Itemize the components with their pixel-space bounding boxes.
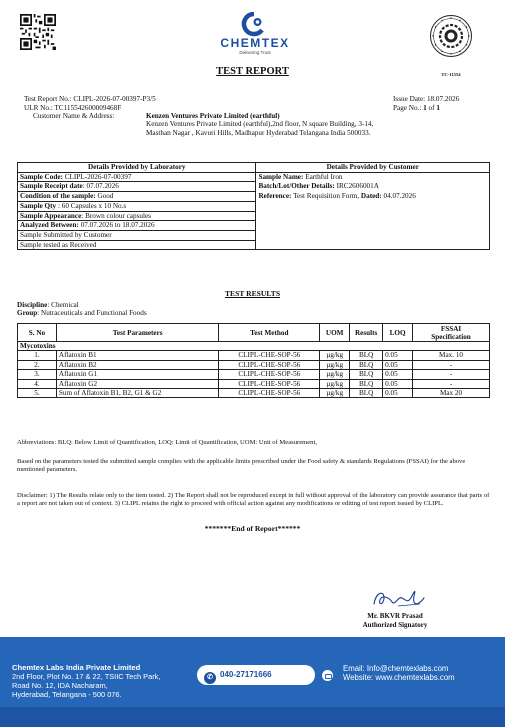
- report-number-line: Test Report No.: CLIPL-2026-07-00397-P3/5: [24, 95, 156, 103]
- logo-brand-name: CHEMTEX: [220, 36, 290, 50]
- col-parameters: Test Parameters: [56, 324, 219, 342]
- lab-row: Sample Qty : 60 Capsules x 10 No.s: [18, 201, 256, 211]
- col-loq: LOQ: [383, 324, 413, 342]
- compliance-statement: Based on the parameters tested the submitted sample complies with the applicable limits prescribed under the Food safety & standards Regulations (FSSAI) for the above mentioned parameters.: [17, 458, 466, 474]
- customer-name: Kenzen Ventures Private Limited (earthful): [146, 112, 280, 120]
- table-row: 1. Aflatoxin B1 CLIPL-CHE-SOP-56 µg/kg BLQ 0.05 Max. 10: [18, 351, 490, 360]
- customer-block: [146, 112, 373, 137]
- footer-phone[interactable]: ✆ 040-27171666: [197, 665, 315, 685]
- issue-date: 18.07.2026: [426, 95, 460, 103]
- report-number: CLIPL-2026-07-00397-P3/5: [73, 95, 156, 103]
- group-row: Mycotoxins: [18, 342, 490, 351]
- abbreviations-note: Abbreviations: BLQ: Below Limit of Quantification, LOQ: Limit of Quantification, UOM: Unit of Measurement,: [17, 439, 317, 446]
- email-icon: [322, 670, 333, 681]
- lab-row: Condition of the sample: Good: [18, 192, 256, 202]
- footer-strip: [0, 707, 505, 727]
- col-spec: FSSAI Specification: [413, 324, 490, 342]
- signature-icon: [368, 584, 428, 614]
- report-title: TEST REPORT: [216, 66, 289, 77]
- lab-row: Sample Submitted by Customer: [18, 230, 256, 240]
- lab-details-header: Details Provided by Laboratory: [18, 163, 256, 173]
- customer-address-1: Kenzen Ventures Private Limited (earthful),2nd floor, N square Building, 3-14,: [146, 120, 374, 129]
- cust-row: Sample Name: Earthful Iron: [256, 172, 490, 182]
- lab-row: Sample Appearance: Brown colour capsules: [18, 211, 256, 221]
- lab-row: Sample tested as Received: [18, 240, 256, 250]
- disclaimer: Disclaimer: 1) The Results relate only to the item tested. 2) The Report shall not be reproduced except in full without approval of the laboratory can provide assurance that parts of a report are not taken out of context. 3) CLIPL retains the right to proceed with official action against any modifications or editing of test report issued by CLIPL.: [17, 492, 490, 508]
- col-sno: S. No: [18, 324, 57, 342]
- table-row: 2. Aflatoxin B2 CLIPL-CHE-SOP-56 µg/kg BLQ 0.05 -: [18, 360, 490, 369]
- col-method: Test Method: [219, 324, 320, 342]
- cust-row: Reference: Test Requisition Form, Dated: 04.07.2026: [256, 192, 490, 202]
- page-number-line: Page No.: 1 of 1: [393, 103, 440, 112]
- signatory-name: Mr. BKVR Prasad: [367, 612, 423, 620]
- ulr-number: TC115542600009468F: [54, 103, 122, 112]
- logo-tagline: Delivering Trust: [239, 50, 271, 55]
- footer-contact: [343, 664, 455, 683]
- discipline-group: [17, 301, 147, 317]
- footer-address: Chemtex Labs India Private Limited 2nd Floor, Plot No. 17 & 22, TSIIC Tech Park, Road No. 12, IDA Nacharam, Hyderabad, Telangana - 500 076.: [12, 663, 161, 699]
- qr-code-icon: [20, 14, 56, 50]
- table-row: 3. Aflatoxin G1 CLIPL-CHE-SOP-56 µg/kg BLQ 0.05 -: [18, 370, 490, 379]
- accreditation-seal-icon: [429, 14, 473, 58]
- discipline-line: Discipline: Chemical: [17, 301, 79, 309]
- table-row: 4. Aflatoxin G2 CLIPL-CHE-SOP-56 µg/kg BLQ 0.05 -: [18, 379, 490, 388]
- phone-icon: ✆: [204, 672, 216, 684]
- group-line: Group: Nutraceuticals and Functional Foods: [17, 309, 147, 318]
- lab-row: Sample Receipt date: 07.07.2026: [18, 182, 256, 192]
- chemtex-logo-icon: [198, 12, 310, 38]
- footer-company: Chemtex Labs India Private Limited: [12, 663, 141, 672]
- lab-row: Sample Code: CLIPL-2026-07-00397: [18, 172, 256, 182]
- test-results-title: TEST RESULTS: [224, 289, 281, 298]
- lab-row: Analyzed Between: 07.07.2026 to 18.07.2026: [18, 221, 256, 231]
- results-table: [17, 323, 490, 398]
- table-row: 5. Sum of Aflatoxin B1, B2, G1 & G2 CLIPL-CHE-SOP-56 µg/kg BLQ 0.05 Max 20: [18, 389, 490, 398]
- signatory: [330, 612, 460, 629]
- accreditation-code: TC-11554: [441, 72, 461, 77]
- footer-website[interactable]: Website: www.chemtexlabs.com: [343, 673, 455, 683]
- customer-label: Customer Name & Address:: [33, 112, 115, 120]
- customer-address-2: Masthan Nagar , Kavuri Hills, Madhapur Hyderabad Telangana India 500033.: [146, 128, 371, 137]
- signatory-title: Authorized Signatory: [362, 620, 428, 629]
- footer-email[interactable]: Email: Info@chemtexlabs.com: [343, 664, 449, 673]
- details-table: [17, 162, 490, 250]
- col-results: Results: [350, 324, 383, 342]
- customer-details-header: Details Provided by Customer: [256, 163, 490, 173]
- ulr-number-line: ULR No.: TC115542600009468F: [24, 103, 122, 112]
- cust-row: Batch/Lot/Other Details: IRC2606001A: [256, 182, 490, 192]
- issue-date-line: Issue Date: 18.07.2026: [393, 95, 460, 103]
- col-uom: UOM: [320, 324, 350, 342]
- end-of-report: *******End of Report******: [204, 524, 301, 533]
